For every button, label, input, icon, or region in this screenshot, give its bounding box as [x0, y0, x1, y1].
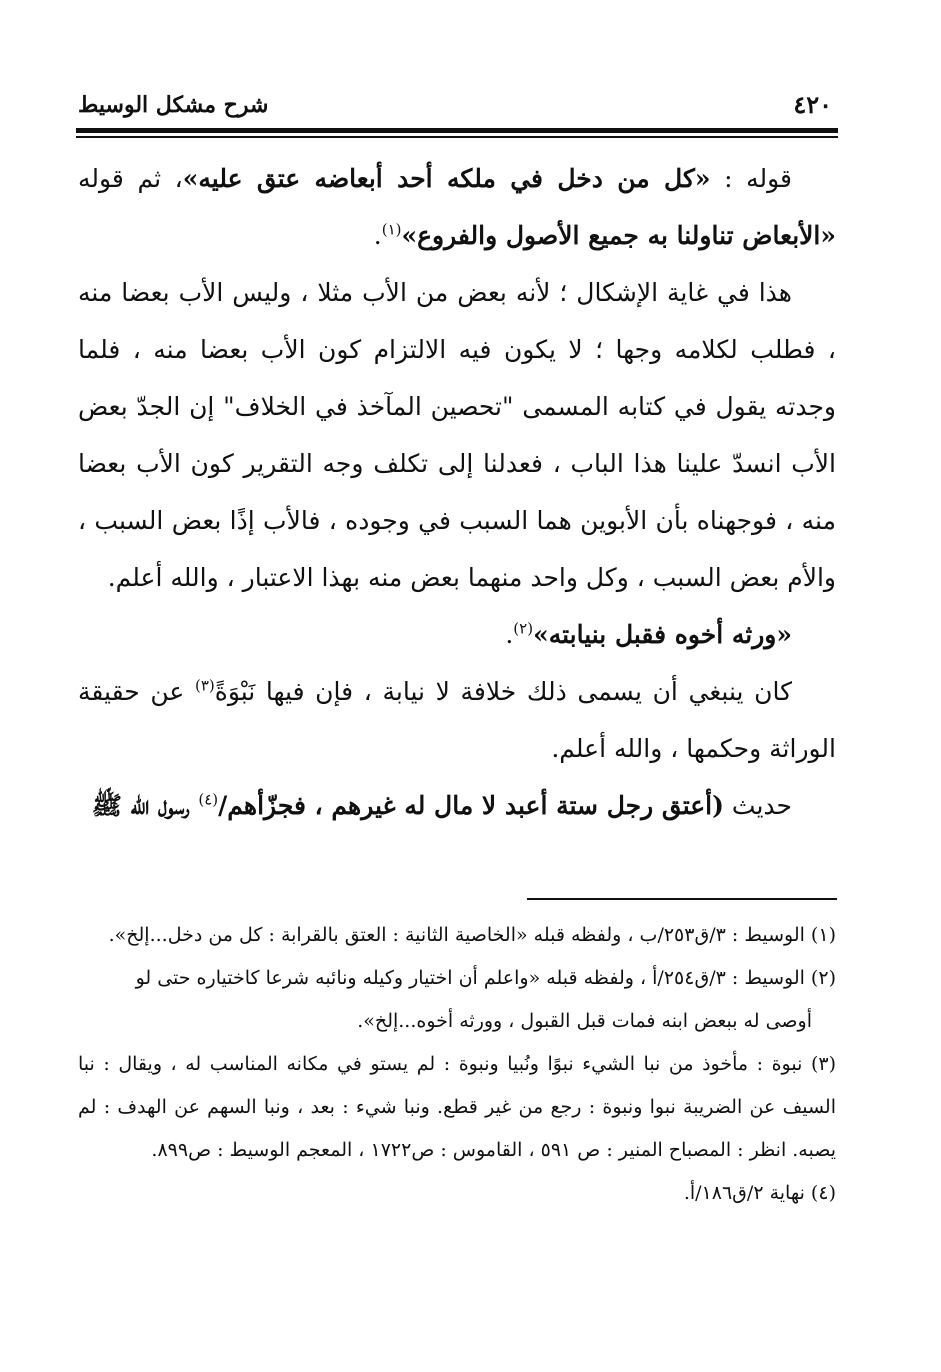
footnote-1: (١) الوسيط : ٣/ق٢٥٣/ب ، ولفظه قبله «الخاصية الثانية : العتق بالقرابة : كل من دخل...إلخ».: [108, 924, 836, 946]
p1-lead: قوله :: [710, 164, 792, 193]
paragraph-5: [78, 777, 836, 834]
p5-quote: (أعتق رجل ستة أعبد لا مال له غيرهم ، فجزّأهم/: [218, 791, 724, 820]
page-number: ٤٢٠: [793, 90, 832, 119]
footnote-2-continued: أوصى له ببعض ابنه فمات قبل القبول ، وورثه أخوه...إلخ».: [357, 1010, 812, 1032]
p3-quote: «ورثه أخوه فقبل بنيابته»: [533, 620, 792, 649]
footnote-3: (٣) نبوة : مأخوذ من نبا الشيء نبوًا ونُبيا ونبوة : لم يستو في مكانه المناسب له ، ويقال : نبا السيف عن الضريبة نبوا ونبوة : رجع من غير قطع. ونبا شيء : بعد ، ونبا السهم عن الهدف : لم يصبه. انظر : المصباح المنير : ص ٥٩١ ، القاموس : ص١٧٢٢ ، المعجم الوسيط : ص٨٩٩.: [78, 1053, 836, 1161]
footnote-ref-3: (٣): [194, 676, 215, 695]
p4-part-a: كان ينبغي أن يسمى ذلك خلافة لا نيابة ، فإن فيها نَبْوَةً: [214, 677, 792, 706]
p1-mid: ، ثم قوله: [78, 164, 183, 193]
running-title: شرح مشكل الوسيط: [78, 92, 269, 118]
p1-quote-2: «الأبعاض تناولنا به جميع الأصول والفروع»: [401, 221, 836, 250]
page-header: [78, 88, 836, 128]
p4-part-b: عن حقيقة الوراثة وحكمها ، والله أعلم.: [78, 677, 836, 763]
footnote-2: (٢) الوسيط : ٣/ق٢٥٤/أ ، ولفظه قبله «واعلم أن اختيار وكيله ونائبه شرعا كاختياره حتى لو: [135, 967, 836, 989]
main-text: [78, 150, 836, 834]
paragraph-1: [78, 150, 836, 264]
footnotes: [78, 914, 836, 1215]
footnote-ref-1: (١): [381, 220, 402, 239]
footnote-ref-4: (٤): [198, 790, 219, 809]
paragraph-4: [78, 663, 836, 777]
p5-lead: حديث: [723, 791, 792, 820]
p3-end: .: [505, 620, 514, 649]
paragraph-3: [78, 606, 836, 663]
p1-end: .: [373, 221, 382, 250]
footnote-ref-2: (٢): [513, 619, 534, 638]
p5-end: رسول الله ﷺ: [91, 791, 199, 820]
paragraph-2: هذا في غاية الإشكال ؛ لأنه بعض من الأب مثلا ، وليس الأب بعضا منه ، فطلب لكلامه وجها ؛ لا يكون فيه الالتزام كون الأب بعضا منه ، فلما وجدته يقول في كتابه المسمى "تحصين المآخذ في الخلاف" إن الجدّ بعض الأب انسدّ علينا هذا الباب ، فعدلنا إلى تكلف وجه التقرير كون الأب بعضا منه ، فوجهناه بأن الأبوين هما السبب في وجوده ، فالأب إذًا بعض السبب ، والأم بعض السبب ، وكل واحد منهما بعض منه بهذا الاعتبار ، والله أعلم.: [78, 278, 836, 592]
p1-quote-1: «كل من دخل في ملكه أحد أبعاضه عتق عليه»: [182, 164, 711, 193]
footnote-divider: [527, 898, 837, 900]
footnote-4: (٤) نهاية ٢/ق١٨٦/أ.: [683, 1182, 836, 1204]
header-rule-thin: [76, 136, 838, 138]
header-rule-thick: [76, 128, 838, 133]
